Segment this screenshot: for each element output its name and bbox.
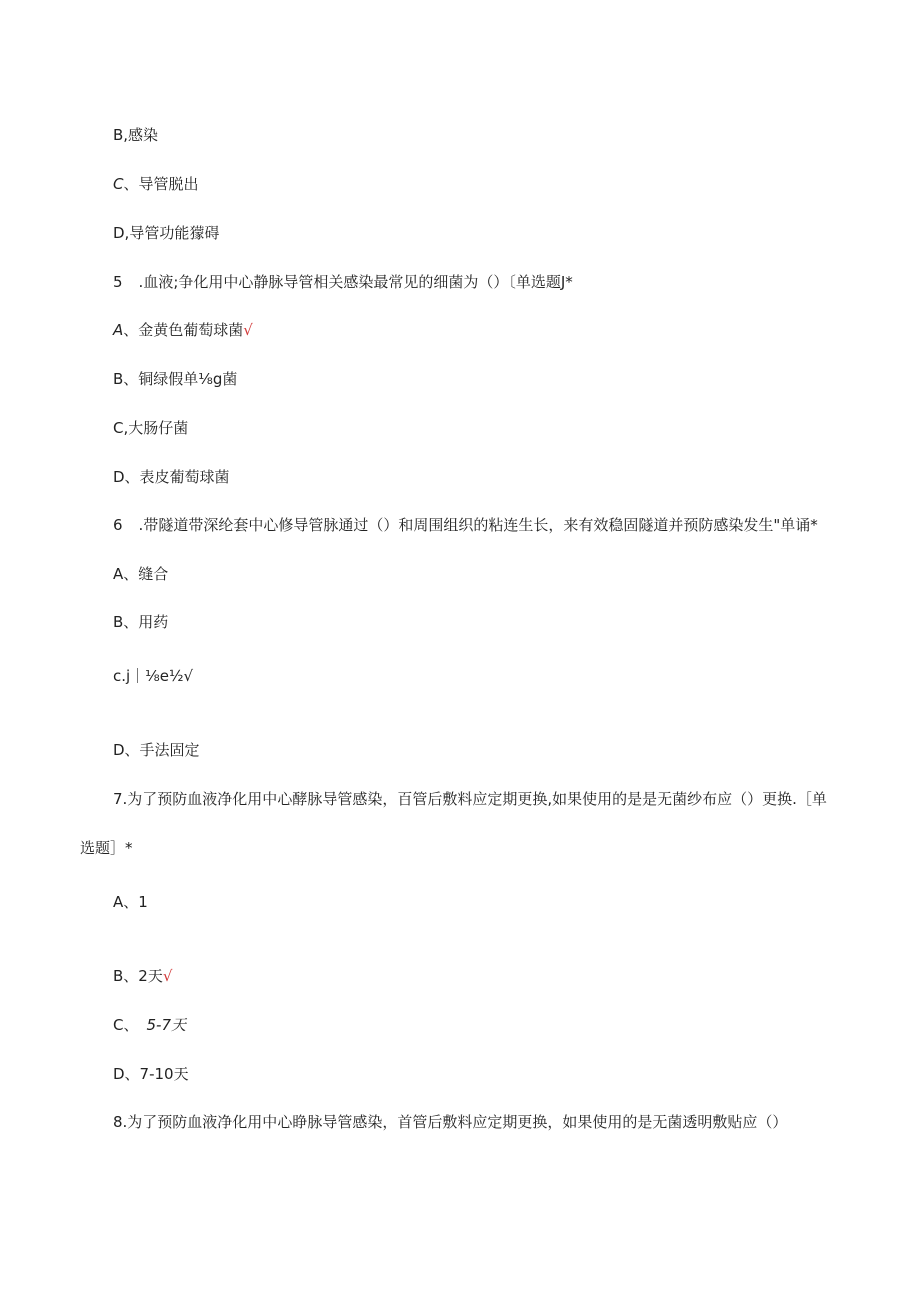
q8-stem: 8.为了预防血液净化用中心睁脉导管感染，首管后敷料应定期更换，如果使用的是无菌透明敷贴应（） xyxy=(113,1113,788,1131)
q6-stem xyxy=(113,515,818,535)
q6-option-d: D、手法固定 xyxy=(113,741,200,759)
q7-option-b xyxy=(113,966,172,986)
q7-stem-line2: 选题］* xyxy=(80,839,133,857)
q5-stem xyxy=(113,272,573,292)
q5-option-a-text: 、金黄色葡萄球菌 xyxy=(123,321,244,339)
q5-option-b: B、铜绿假单⅛g菌 xyxy=(113,370,238,388)
q5-option-a-letter: A xyxy=(113,321,124,339)
q5-number: 5 xyxy=(113,273,123,291)
q4-option-d: D,导管功能獴碍 xyxy=(113,224,220,242)
q7-option-a: A、1 xyxy=(113,893,148,911)
q5-stem-text: .血液;争化用中心静脉导管相关感染最常见的细菌为（）〔单选题J* xyxy=(138,273,573,291)
check-mark-icon: √ xyxy=(162,967,173,985)
q6-option-b: B、用药 xyxy=(113,613,169,631)
q7-option-c-prefix: C、 xyxy=(113,1016,139,1034)
q4-option-c xyxy=(113,174,199,194)
q7-option-b-text: B、2天 xyxy=(113,967,163,985)
q4-option-c-text: 、导管脱出 xyxy=(123,175,199,193)
q6-option-a: A、缝合 xyxy=(113,565,169,583)
q6-option-c: c.j｜⅛e½√ xyxy=(113,667,194,685)
q5-option-a xyxy=(113,320,253,340)
q6-stem-text: .带隧道带深纶套中心修导管脉通过（）和周围组织的粘连生长，来有效稳固隧道并预防感染发生"单诵* xyxy=(138,516,818,534)
q5-option-c: C,大肠仔菌 xyxy=(113,419,189,437)
q7-option-c xyxy=(113,1015,186,1035)
check-mark-icon: √ xyxy=(243,321,253,339)
q4-option-b: B,感染 xyxy=(113,126,159,144)
q6-number: 6 xyxy=(113,516,123,534)
q7-option-c-value: 5-7天 xyxy=(146,1016,186,1034)
q7-option-d: D、7-10天 xyxy=(113,1065,189,1083)
q4-option-c-letter: C xyxy=(113,175,124,193)
q5-option-d: D、表皮葡萄球菌 xyxy=(113,468,230,486)
q7-stem-line1: 7.为了预防血液净化用中心酵脉导管感染，百管后敷料应定期更换,如果使用的是是无菌纱布应（）更换.［单 xyxy=(113,790,827,808)
